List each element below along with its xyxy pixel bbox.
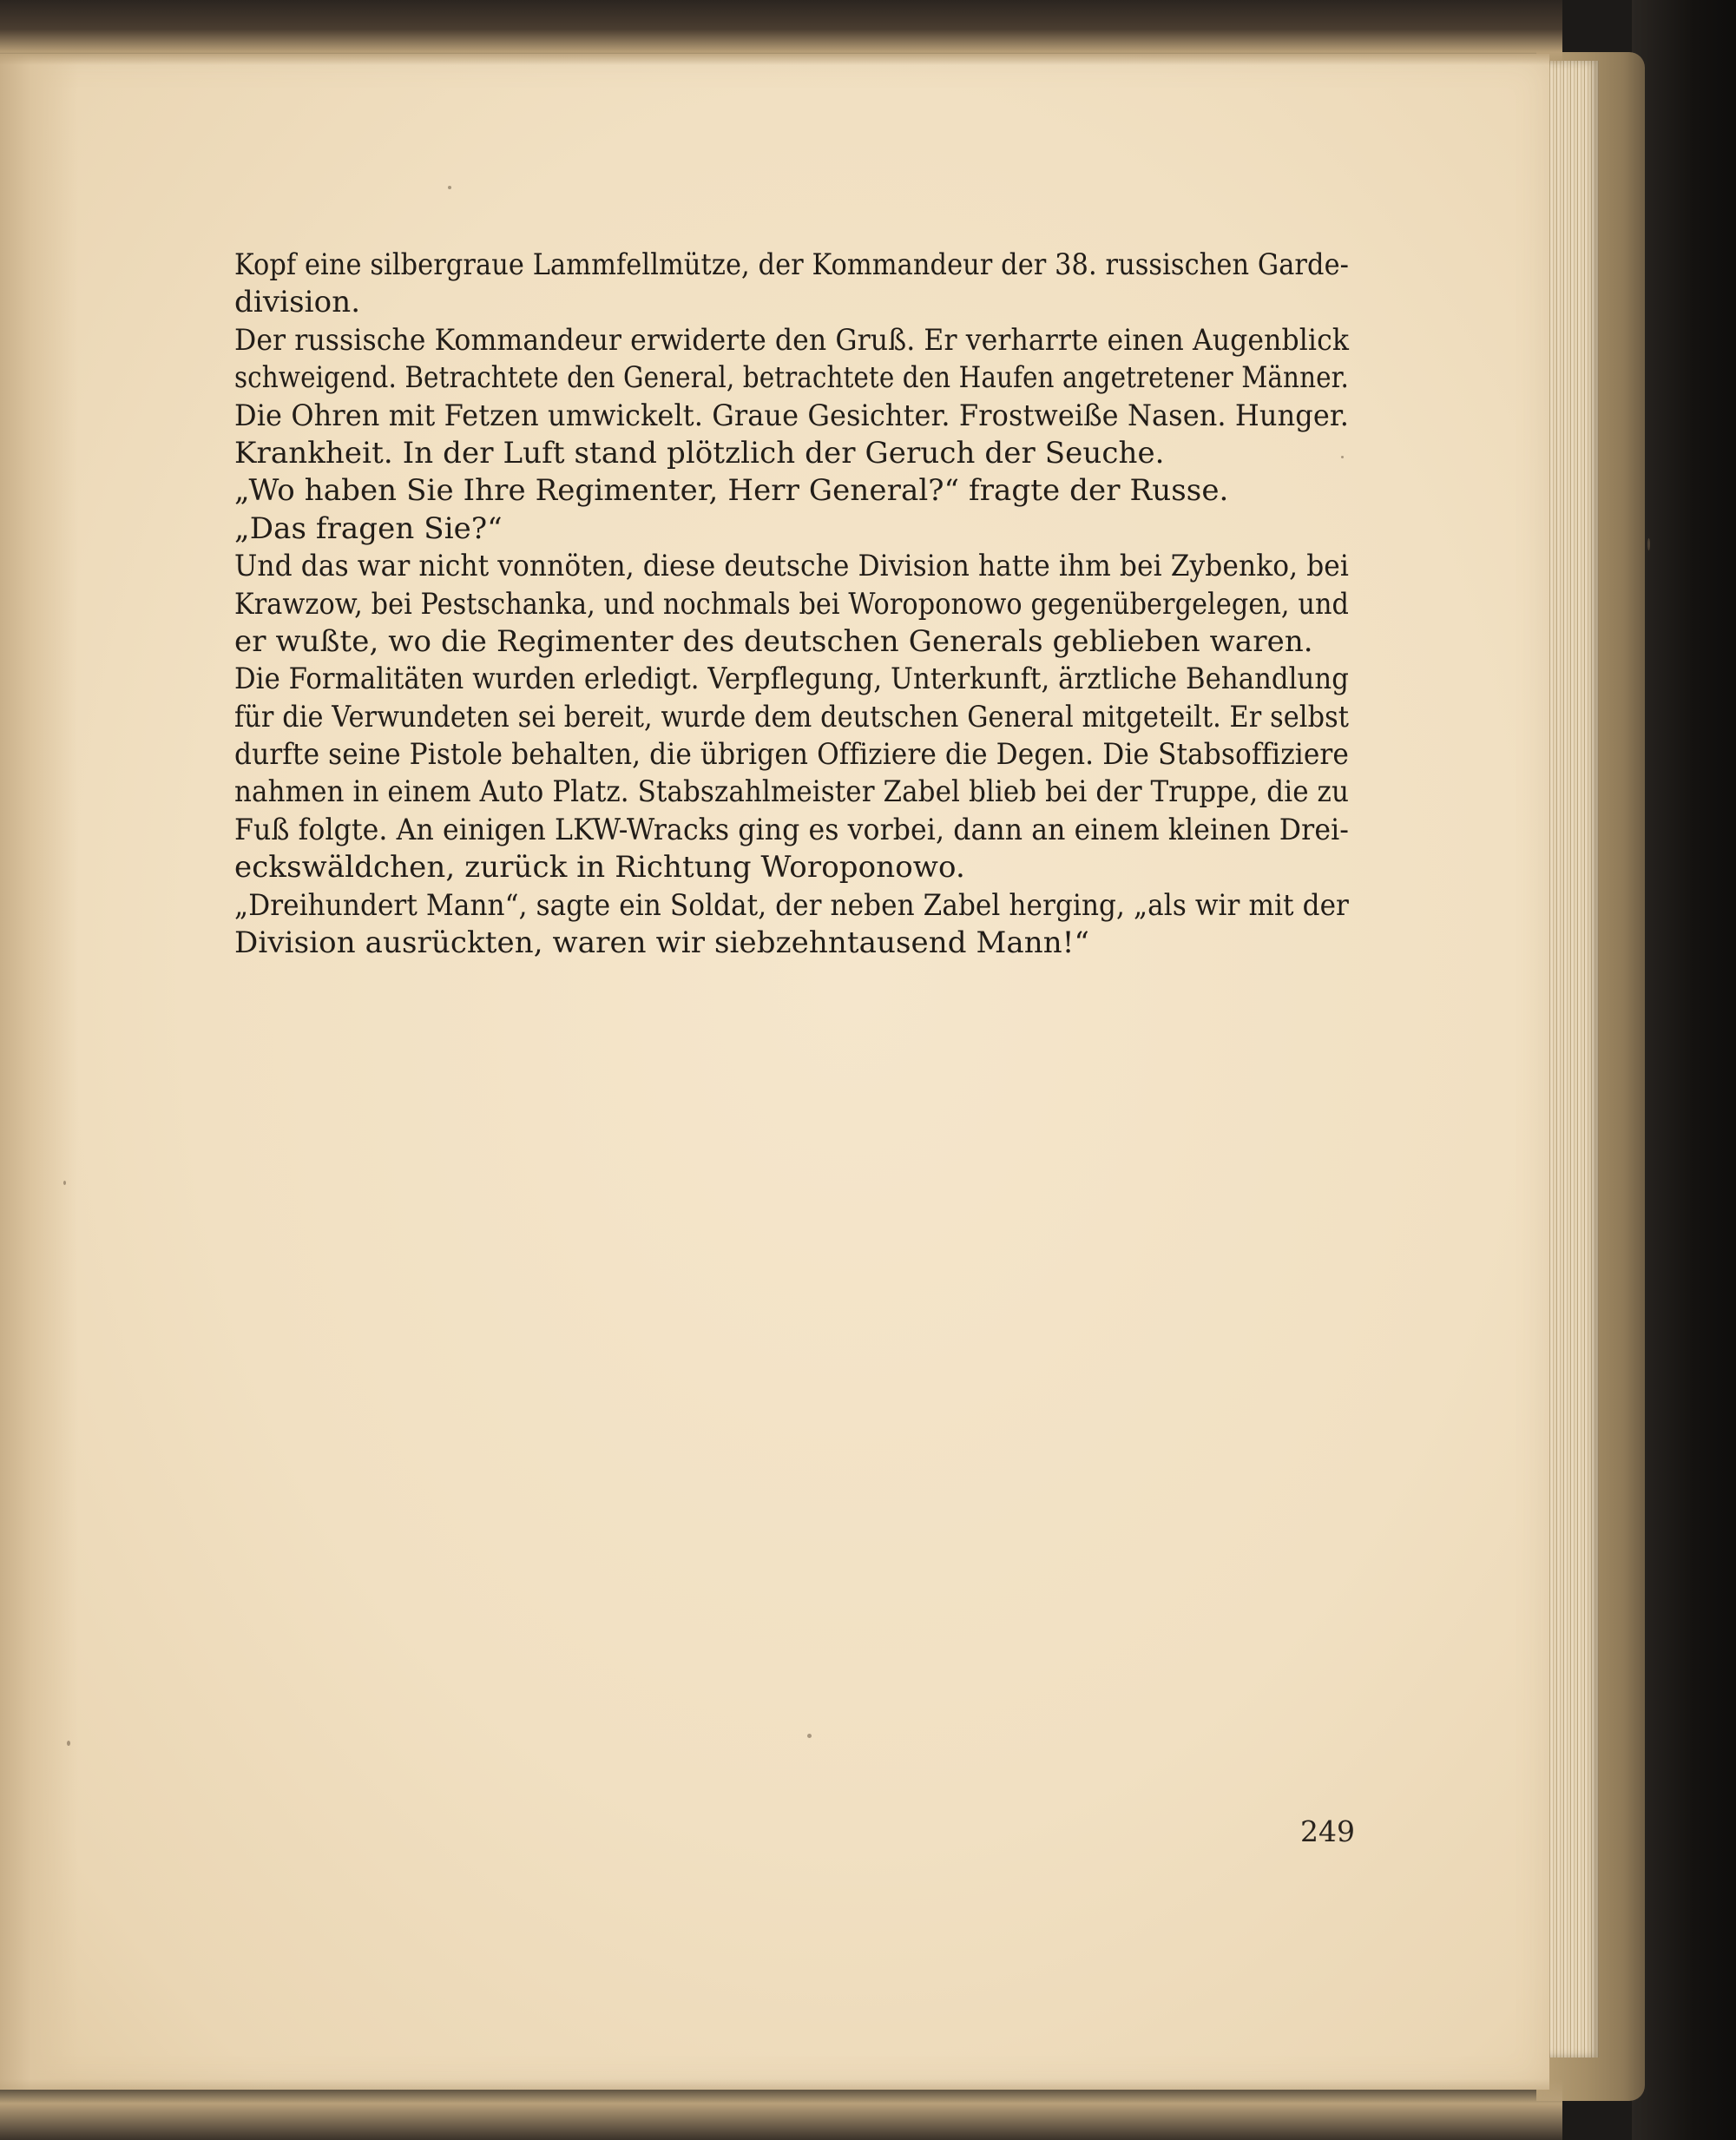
text-line: „Dreihundert Mann“, sagte ein Soldat, der neben Zabel herging, „als wir mit der [234, 887, 1349, 923]
text-line: Krankheit. In der Luft stand plötzlich der Geruch der Seuche. [234, 435, 1165, 471]
text-line: „Das fragen Sie?“ [234, 510, 503, 546]
text-line: schweigend. Betrachtete den General, betrachtete den Haufen angetretener Männer. [234, 360, 1349, 396]
paper-speck [807, 1734, 812, 1738]
binding-gutter-shadow [0, 54, 78, 2090]
top-edge-shadow [0, 0, 1562, 65]
page-number: 249 [1300, 1814, 1355, 1848]
text-line: Krawzow, bei Pestschanka, und nochmals bei Woroponowo gegenübergelegen, und [234, 586, 1349, 622]
text-line: er wußte, wo die Regimenter des deutschen Generals geblieben waren. [234, 623, 1313, 659]
paper-speck [448, 186, 451, 189]
text-line: „Wo haben Sie Ihre Regimenter, Herr General?“ fragte der Russe. [234, 473, 1229, 509]
text-line: Fuß folgte. An einigen LKW-Wracks ging es vorbei, dann an einem kleinen Drei- [234, 812, 1349, 847]
paper-speck [67, 1741, 70, 1746]
text-line: Die Formalitäten wurden erledigt. Verpflegung, Unterkunft, ärztliche Behandlung [234, 662, 1349, 697]
bottom-edge-shadow [0, 2079, 1562, 2140]
paper-speck [1341, 456, 1344, 458]
text-line: Die Ohren mit Fetzen umwickelt. Graue Gesichter. Frostweiße Nasen. Hunger. [234, 398, 1349, 433]
text-line: Der russische Kommandeur erwiderte den Gruß. Er verharrte einen Augenblick [234, 322, 1349, 358]
text-line: Und das war nicht vonnöten, diese deutsche Division hatte ihm bei Zybenko, bei [234, 549, 1349, 584]
paper-speck [1647, 538, 1650, 550]
text-line: eckswäldchen, zurück in Richtung Woroponowo. [234, 850, 965, 886]
body-text [234, 247, 1349, 962]
text-line: durfte seine Pistole behalten, die übrigen Offiziere die Degen. Die Stabsoffiziere [234, 737, 1349, 773]
background-surface [1632, 0, 1736, 2140]
text-line: division. [234, 285, 361, 320]
text-line: Division ausrückten, waren wir siebzehntausend Mann!“ [234, 925, 1090, 961]
text-line: für die Verwundeten sei bereit, wurde dem deutschen General mitgeteilt. Er selbst [234, 699, 1349, 734]
text-line: nahmen in einem Auto Platz. Stabszahlmeister Zabel blieb bei der Truppe, die zu [234, 774, 1349, 810]
paper-speck [63, 1181, 66, 1185]
text-line: Kopf eine silbergraue Lammfellmütze, der Kommandeur der 38. russischen Garde- [234, 247, 1349, 282]
